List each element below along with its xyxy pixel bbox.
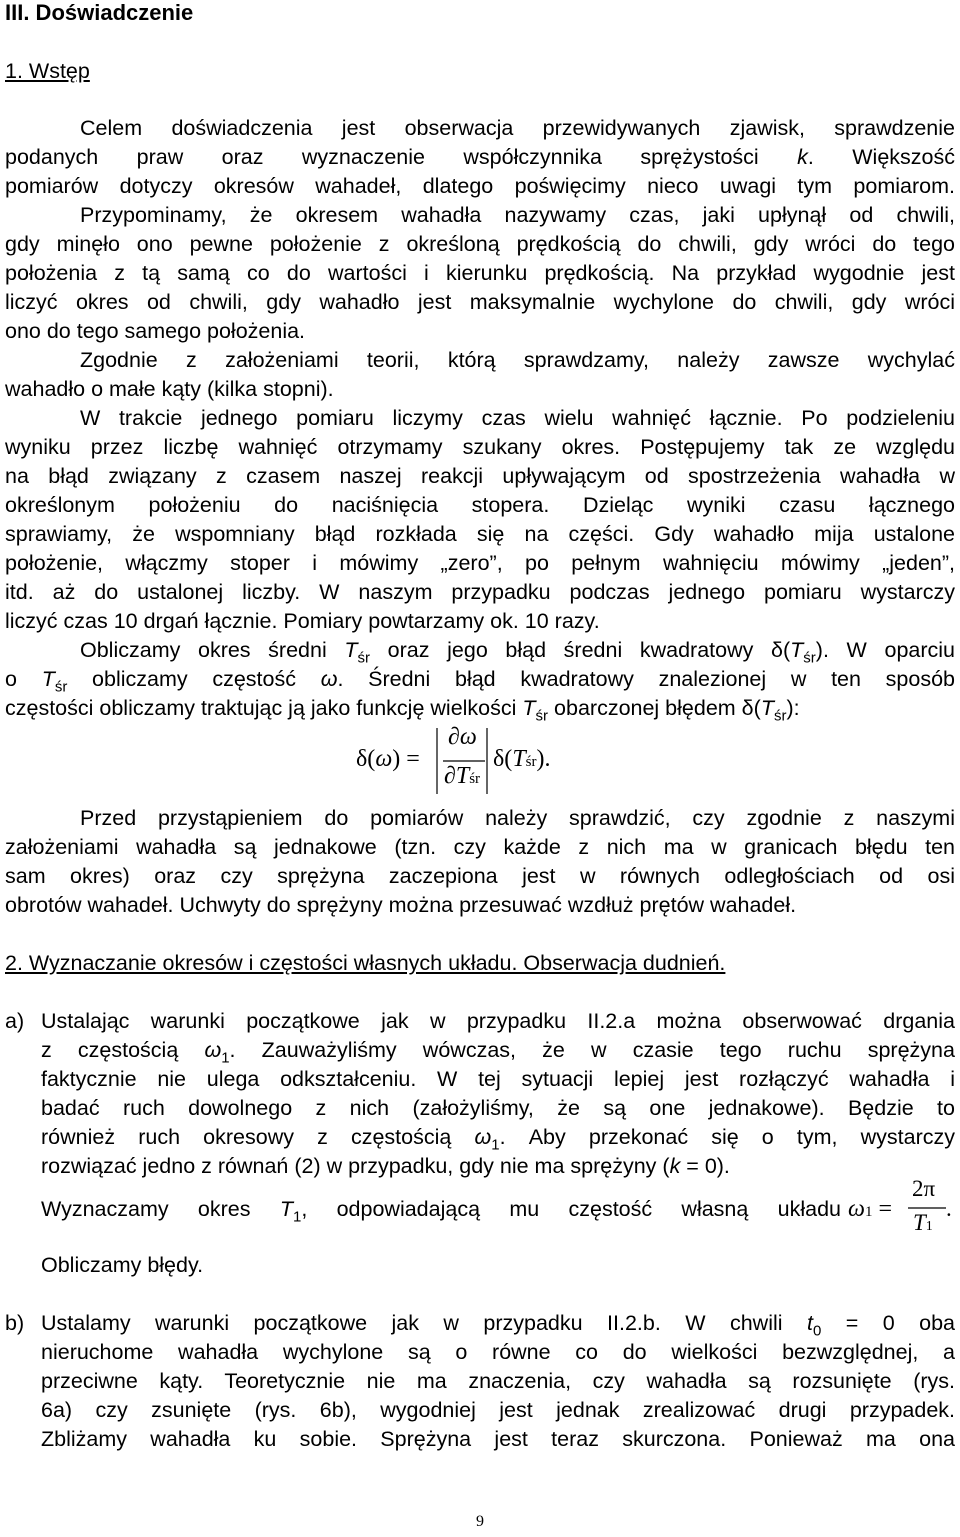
page-number: 9: [476, 1513, 484, 1530]
list-item-line: badać ruch dowolnego z nich (założyliśmy, że są one jednakowe). Będzie to: [41, 1096, 955, 1120]
formula-omega1-end: .: [946, 1196, 952, 1221]
text-line: położenia z tą samą co do wartości i kierunku prędkością. Na przykład wygodnie jest: [5, 261, 955, 285]
text-line: określonym położeniu do naciśnięcia stopera. Dzieląc wyniki czasu łącznego: [5, 493, 955, 517]
formula-denominator: ∂Tśr: [444, 763, 481, 789]
text-line: częstości obliczamy traktując ją jako funkcję wielkości $T_{śr}$ obarczonej błędem $\delta(T_{śr})$:: [5, 696, 800, 725]
text-line: o $T_{śr}$ obliczamy częstość ω. Średni błąd kwadratowy znalezionej w ten sposób: [5, 667, 956, 696]
list-item-line: Ustalamy warunki początkowe jak w przypadku II.2.b. W chwili $t_0 = 0$ oba: [41, 1311, 955, 1340]
text-line: liczyć czas 10 drgań łącznie. Pomiary powtarzamy ok. 10 razy.: [5, 609, 600, 633]
list-item-line: 6a) czy zsunięte (rys. 6b), wygodniej jest jednak zrealizować drugi przypadek.: [41, 1398, 955, 1422]
list-item-line: Ustalając warunki początkowe jak w przypadku II.2.a można obserwować drgania: [41, 1009, 955, 1033]
text-line: założeniami wahadła są jednakowe (tzn. czy każde z nich ma w granicach błędu ten: [5, 835, 955, 859]
text-line: Przed przystąpieniem do pomiarów należy sprawdzić, czy zgodnie z naszymi: [80, 806, 955, 830]
list-item-line: Wyznaczamy okres $T_1$, odpowiadającą mu częstość własną układu: [41, 1197, 842, 1226]
text-line: obrotów wahadeł. Uchwyty do sprężyny można przesuwać wzdłuż prętów wahadeł.: [5, 893, 797, 917]
section-title: III. Doświadczenie: [5, 0, 194, 25]
text-line: Celem doświadczenia jest obserwacja przewidywanych zjawisk, sprawdzenie: [80, 116, 955, 140]
list-item-line: z częstością $\omega_1$. Zauważyliśmy wówczas, że w czasie tego ruchu sprężyna: [41, 1038, 955, 1067]
formula-numerator: ∂ω: [448, 724, 477, 750]
text-line: Obliczamy okres średni $T_{śr}$ oraz jego błąd średni kwadratowy $\delta(T_{śr})$. W oparciu: [80, 638, 955, 667]
text-line: sprawiamy, że wspomniany błąd rozkłada się na części. Gdy wahadło mija ustalone: [5, 522, 955, 546]
formula-omega1-numerator: 2π: [912, 1176, 936, 1201]
formula-omega1-lhs: ω1 =: [848, 1196, 892, 1222]
list-item-line: faktycznie nie ulega odkształceniu. W tej sytuacji lepiej jest rozłączyć wahadła i: [41, 1067, 955, 1091]
list-item-line: nieruchome wahadła wychylone są o równe co do wielkości bezwzględnej, a: [41, 1340, 955, 1364]
text-line: gdy minęło ono pewne położenie z określoną prędkością do chwili, gdy wróci do tego: [5, 232, 955, 256]
list-item-line: rozwiązać jedno z równań (2) w przypadku, gdy nie ma sprężyny (k = 0).: [41, 1154, 730, 1178]
list-item-line: Zbliżamy wahadła ku sobie. Sprężyna jest teraz skurczona. Ponieważ ma ona: [41, 1427, 955, 1451]
formula-rhs: δ(Tśr).: [493, 746, 551, 772]
text-line: ono do tego samego położenia.: [5, 319, 306, 343]
text-line: W trakcie jednego pomiaru liczymy czas wielu wahnięć łącznie. Po podzieleniu: [80, 406, 955, 430]
text-line: itd. aż do ustalonej liczby. W naszym przypadku podczas jednego pomiaru wystarczy: [5, 580, 955, 604]
text-line: Zgodnie z założeniami teorii, którą sprawdzamy, należy zawsze wychylać: [80, 348, 955, 372]
subsection-title-intro: 1. Wstęp: [5, 59, 90, 83]
text-line: położenie, włączmy stoper i mówimy „zero”, po pełnym wahnięciu mówimy „jeden”,: [5, 551, 955, 575]
list-item-line: również ruch okresowy z częstością $\omega_1$. Aby przekonać się o tym, wystarczy: [41, 1125, 955, 1154]
text-line: na błąd związany z czasem naszej reakcji upływającym od spostrzeżenia wahadła w: [5, 464, 955, 488]
list-item-line: Obliczamy błędy.: [41, 1253, 204, 1277]
list-item-line: przeciwne kąty. Teoretycznie nie ma znaczenia, czy wahadła są rozsunięte (rys.: [41, 1369, 955, 1393]
text-line: wyniku przez liczbę wahnięć otrzymamy szukany okres. Postępujemy tak ze względu: [5, 435, 955, 459]
text-line: sam okres) oraz czy sprężyna zaczepiona jest w równych odległościach od osi: [5, 864, 955, 888]
formula-lhs: δ(ω) =: [356, 746, 420, 772]
formula-omega1-denominator: T1: [913, 1210, 933, 1235]
text-line: Przypominamy, że okresem wahadła nazywamy czas, jaki upłynął od chwili,: [80, 203, 955, 227]
text-line: liczyć okres od chwili, gdy wahadło jest maksymalnie wychylone do chwili, gdy wróci: [5, 290, 955, 314]
list-marker-a: a): [5, 1009, 25, 1033]
subsection-title-eigenfrequencies: 2. Wyznaczanie okresów i częstości własnych układu. Obserwacja dudnień.: [5, 951, 726, 975]
text-line: pomiarów dotyczy okresów wahadeł, dlatego poświęcimy nieco uwagi tym pomiarom.: [5, 174, 955, 198]
text-line: wahadło o małe kąty (kilka stopni).: [5, 377, 334, 401]
list-marker-b: b): [5, 1311, 25, 1335]
text-line: podanych praw oraz wyznaczenie współczynnika sprężystości k. Większość: [5, 145, 955, 169]
